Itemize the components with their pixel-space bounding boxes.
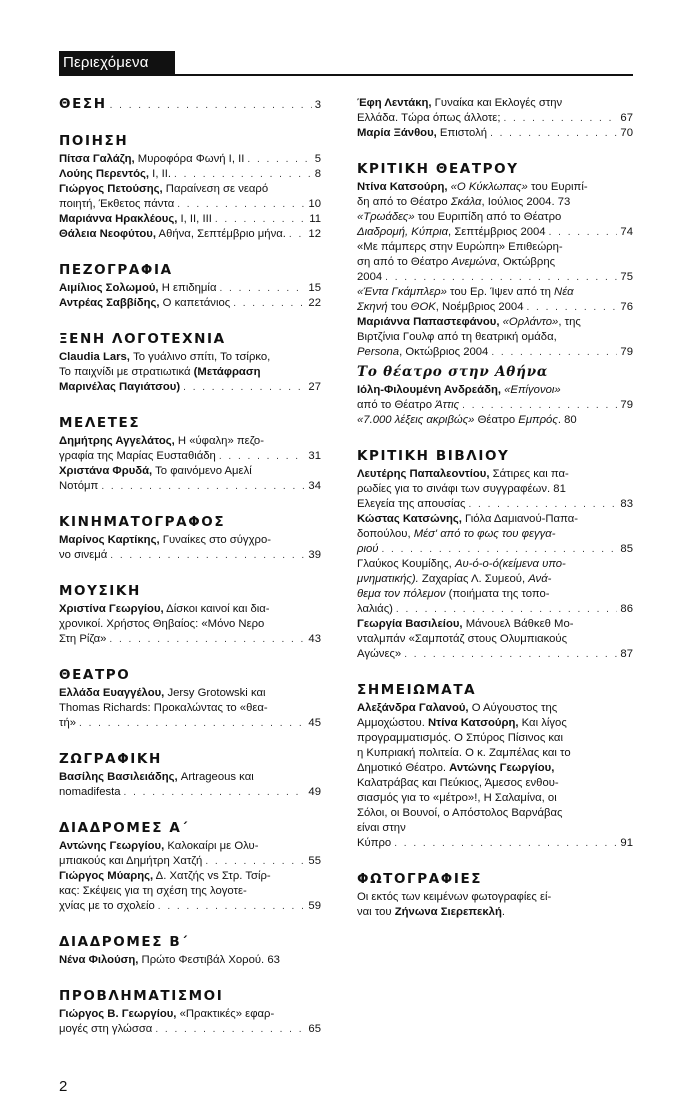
toc-entry-cont: είναι στην (357, 822, 406, 834)
toc-entry-cont: Διαδρομή, Κύπρια, Σεπτέμβριος 2004 . . . 74 (357, 225, 633, 240)
section-diadromes-b (59, 934, 321, 968)
toc-entry-cont: nomadifesta . . . 49 (59, 785, 321, 800)
toc-entry-cont: νο σινεμά . . . 39 (59, 548, 321, 563)
right-column (357, 96, 633, 940)
section-poiisi (59, 133, 321, 242)
section-title: ΣΗΜΕΙΩΜΑΤΑ (357, 682, 477, 698)
toc-entry-cont: σιασμός για το «μέτρο»!, Η Σαλαμίνα, οι (357, 792, 557, 804)
section-title: ΠΡΟΒΛΗΜΑΤΙΣΜΟΙ (59, 988, 224, 1004)
toc-entry-cont: δοπούλου, Μέσ' από το φως του φεγγα- (357, 528, 556, 540)
page-number: 2 (59, 1078, 68, 1095)
toc-entry[interactable]: Μαρία Ξάνθου, Επιστολή . . . 70 (357, 126, 633, 141)
toc-entry-cont: ση από το Θέατρο Ανεμώνα, Οκτώβρης (357, 256, 556, 268)
toc-entry[interactable]: Γεωργία Βασιλείου, Μάνουελ Βάθκεθ Μο- (357, 618, 574, 630)
toc-entry-cont: Σκηνή του ΘΟΚ, Νοέμβριος 2004 . . . 76 (357, 300, 633, 315)
toc-entry-cont: Στη Ρίζα» . . . 43 (59, 632, 321, 647)
section-meletes (59, 415, 321, 494)
toc-entry-cont: Αγώνες» . . . 87 (357, 647, 633, 662)
section-kritiki-vivliou (357, 448, 633, 662)
toc-entry-cont: ριού . . . 85 (357, 542, 633, 557)
toc-entry-cont: Ελλάδα. Τώρα όπως άλλοτε; . . . 67 (357, 111, 633, 126)
toc-entry[interactable]: Αντρέας Σαββίδης, Ο καπετάνιος . . . 22 (59, 296, 321, 311)
section-kinimatografos (59, 514, 321, 563)
section-fotografies (357, 871, 633, 920)
credits-text: ναι του Ζήνωνα Σιερεπεκλή. (357, 906, 505, 918)
toc-entry-cont: Βιρτζίνια Γουλφ από τη θεατρική ομάδα, (357, 331, 557, 343)
toc-entry-cont: η Κυπριακή πολιτεία. Ο κ. Ζαμπέλας και το (357, 747, 571, 759)
toc-entry-cont: προγραμματισμός. Ο Σπύρος Πίσινος και (357, 732, 563, 744)
section-title: ΦΩΤΟΓΡΑΦΙΕΣ (357, 871, 483, 887)
section-title: ΚΙΝΗΜΑΤΟΓΡΑΦΟΣ (59, 514, 226, 530)
toc-entry-cont: Νοτόμπ . . . 34 (59, 479, 321, 494)
toc-entry-cont: νταλμπάν «Σαμποτάζ στους Ολυμπιακούς (357, 633, 568, 645)
section-these (59, 96, 321, 113)
toc-entry-cont: Καλατράβας και Πεύκιος, Άμεσος ενθου- (357, 777, 559, 789)
toc-entry[interactable]: Βασίλης Βασιλειάδης, Artrageous και (59, 771, 254, 783)
section-title: ΘΕΑΤΡΟ (59, 667, 131, 683)
subsection-title: Το θέατρο στην Αθήνα (357, 364, 549, 380)
toc-entry[interactable]: Μαριάννα Ηρακλέους, Ι, ΙΙ, ΙΙΙ . . . 11 (59, 212, 321, 227)
toc-entry[interactable]: Αντώνης Γεωργίου, Καλοκαίρι με Ολυ- (59, 840, 259, 852)
toc-entry[interactable]: Ελεγεία της απουσίας . . . 83 (357, 497, 633, 512)
header-title: Περιεχόμενα (59, 51, 175, 74)
section-simeiomata (357, 682, 633, 851)
section-kritiki-theatrou (357, 161, 633, 428)
toc-entry-cont: 2004 . . . 75 (357, 270, 633, 285)
section-title: ΚΡΙΤΙΚΗ ΘΕΑΤΡΟΥ (357, 161, 519, 177)
toc-entry[interactable]: Ιόλη-Φιλουμένη Ανδρεάδη, «Επίγονοι» (357, 384, 561, 396)
toc-entry-cont: κας: Σκέψεις για τη σχέση της λογοτε- (59, 885, 247, 897)
toc-entry-cont: τή» . . . 45 (59, 716, 321, 731)
section-title: ΜΟΥΣΙΚΗ (59, 583, 141, 599)
toc-entry-cont: ρωδίες για το σινάφι των συγγραφέων. 81 (357, 483, 566, 495)
section-diadromes-a (59, 820, 321, 914)
toc-entry[interactable]: Κώστας Κατσώνης, Γιόλα Δαμιανού-Παπα- (357, 513, 578, 525)
toc-entry-cont: Αμμοχώστου. Ντίνα Κατσούρη, Και λίγος (357, 717, 567, 729)
toc-entry[interactable]: Δημήτρης Αγγελάτος, Η «ύφαλη» πεζο- (59, 435, 264, 447)
toc-entry[interactable]: Μαρίνος Καρτίκης, Γυναίκες στο σύγχρο- (59, 534, 271, 546)
toc-entry-cont: Δημοτικό Θέατρο. Αντώνης Γεωργίου, (357, 762, 555, 774)
toc-entry[interactable]: «Με πάμπερς στην Ευρώπη» Επιθεώρη- (357, 241, 563, 253)
toc-entry-cont: Persona, Οκτώβριος 2004 . . . 79 (357, 345, 633, 360)
section-provlimatismoi (59, 988, 321, 1037)
toc-entry[interactable]: Έφη Λεντάκη, Γυναίκα και Εκλογές στην (357, 97, 563, 109)
toc-entry[interactable]: Χριστίνα Γεωργίου, Δίσκοι καινοί και δια- (59, 603, 270, 615)
toc-entry-cont: γραφία της Μαρίας Ευσταθιάδη . . . 31 (59, 449, 321, 464)
section-title: ΖΩΓΡΑΦΙΚΗ (59, 751, 162, 767)
toc-entry[interactable]: Λευτέρης Παπαλεοντίου, Σάτιρες και πα- (357, 468, 569, 480)
toc-entry[interactable]: Αιμίλιος Σολωμού, Η επιδημία . . . 15 (59, 281, 321, 296)
toc-entry-cont: από το Θέατρο Άττις . . . 79 (357, 398, 633, 413)
toc-entry-cont: Σόλοι, οι Βουνοί, ο Απόστολος Βαρνάβας (357, 807, 563, 819)
toc-entry[interactable]: «7.000 λέξεις ακριβώς» Θέατρο Εμπρός. 80 (357, 414, 577, 426)
toc-entry[interactable]: Ντίνα Κατσούρη, «Ο Κύκλωπας» του Ευριπί- (357, 181, 588, 193)
toc-entry-cont: μπιακούς και Δημήτρη Χατζή . . . 55 (59, 854, 321, 869)
section-zografiki (59, 751, 321, 800)
toc-entry-cont: ποιητή, Έκθετος πάντα . . . 10 (59, 197, 321, 212)
toc-entry[interactable]: «Έντα Γκάμπλερ» του Ερ. Ίψεν από τη Νέα (357, 286, 574, 298)
section-title: ΔΙΑΔΡΟΜΕΣ Α΄ (59, 820, 189, 836)
toc-entry[interactable]: Μαριάννα Παπαστεφάνου, «Ορλάντο», της (357, 316, 581, 328)
toc-entry[interactable]: Πίτσα Γαλάζη, Μυροφόρα Φωνή Ι, ΙΙ . . . 5 (59, 152, 321, 167)
credits-text: Οι εκτός των κειμένων φωτογραφίες εί- (357, 891, 552, 903)
section-title: ΞΕΝΗ ΛΟΓΟΤΕΧΝΙΑ (59, 331, 226, 347)
header-rule (59, 74, 633, 76)
toc-entry-cont: χνίας με το σχολείο . . . 59 (59, 899, 321, 914)
toc-entry[interactable]: Γιώργος Β. Γεωργίου, «Πρακτικές» εφαρ- (59, 1008, 275, 1020)
contents-header (59, 51, 633, 77)
toc-entry-cont: μνηματικής). Ζαχαρίας Λ. Συμεού, Ανά- (357, 573, 552, 585)
toc-entry[interactable]: Γιώργος Πετούσης, Παραίνεση σε νεαρό (59, 183, 269, 195)
toc-entry[interactable]: Λούης Περεντός, Ι, ΙΙ. . . . 8 (59, 167, 321, 182)
toc-entry-cont: μογές στη γλώσσα . . . 65 (59, 1022, 321, 1037)
page-ref: 3 (314, 99, 321, 111)
toc-entry[interactable]: Χριστάνα Φρυδά, Το φαινόμενο Αμελί (59, 465, 252, 477)
section-mousiki (59, 583, 321, 647)
section-title: ΠΕΖΟΓΡΑΦΙΑ (59, 262, 173, 278)
toc-entry[interactable]: Γλαύκος Κουμίδης, Αυ-ό-ο-ό(κείμενα υπο- (357, 558, 566, 570)
toc-entry-cont: θεμα τον πόλεμον (ποιήματα της τοπο- (357, 588, 550, 600)
toc-entry[interactable]: Νένα Φιλούση, Πρώτο Φεστιβάλ Χορού. 63 (59, 954, 280, 966)
toc-entry[interactable]: Αλεξάνδρα Γαλανού, Ο Αύγουστος της (357, 702, 558, 714)
section-xeni-logotexnia (59, 331, 321, 395)
section-pezografia (59, 262, 321, 311)
toc-entry-cont: Κύπρο . . . 91 (357, 836, 633, 851)
section-title: ΠΟΙΗΣΗ (59, 133, 129, 149)
toc-entry-cont: Thomas Richards: Προκαλώντας το «θεα- (59, 702, 268, 714)
toc-entry[interactable]: «Τρωάδες» του Ευριπίδη από το Θέατρο (357, 211, 562, 223)
toc-entry-cont: Το παιχνίδι με στρατιωτικά (Μετάφραση (59, 366, 261, 378)
toc-entry[interactable]: Claudia Lars, Το γυάλινο σπίτι, Το τσίρκο, (59, 351, 271, 363)
toc-entry-cont: λαλιάς) . . . 86 (357, 602, 633, 617)
left-column (59, 96, 321, 1057)
section-theatro (59, 667, 321, 731)
section-title: ΚΡΙΤΙΚΗ ΒΙΒΛΙΟΥ (357, 448, 510, 464)
toc-entry[interactable]: Θάλεια Νεοφύτου, Αθήνα, Σεπτέμβριο μήνα. . . . 12 (59, 227, 321, 242)
section-title: ΘΕΣΗ (59, 96, 107, 112)
section-continued (357, 96, 633, 141)
toc-entry-cont: χρονικοί. Χρήστος Θηβαίος: «Μόνο Νερο (59, 618, 265, 630)
toc-entry[interactable] (59, 96, 321, 113)
toc-entry[interactable]: Ελλάδα Ευαγγέλου, Jersy Grotowski και (59, 687, 266, 699)
section-title: ΜΕΛΕΤΕΣ (59, 415, 141, 431)
toc-entry[interactable]: Γιώργος Μύαρης, Δ. Χατζής vs Στρ. Τσίρ- (59, 870, 271, 882)
section-title: ΔΙΑΔΡΟΜΕΣ Β΄ (59, 934, 189, 950)
toc-entry-cont: Μαρινέλας Παγιάτσου) . . . 27 (59, 380, 321, 395)
toc-entry-cont: δη από το Θέατρο Σκάλα, Ιούλιος 2004. 73 (357, 196, 571, 208)
